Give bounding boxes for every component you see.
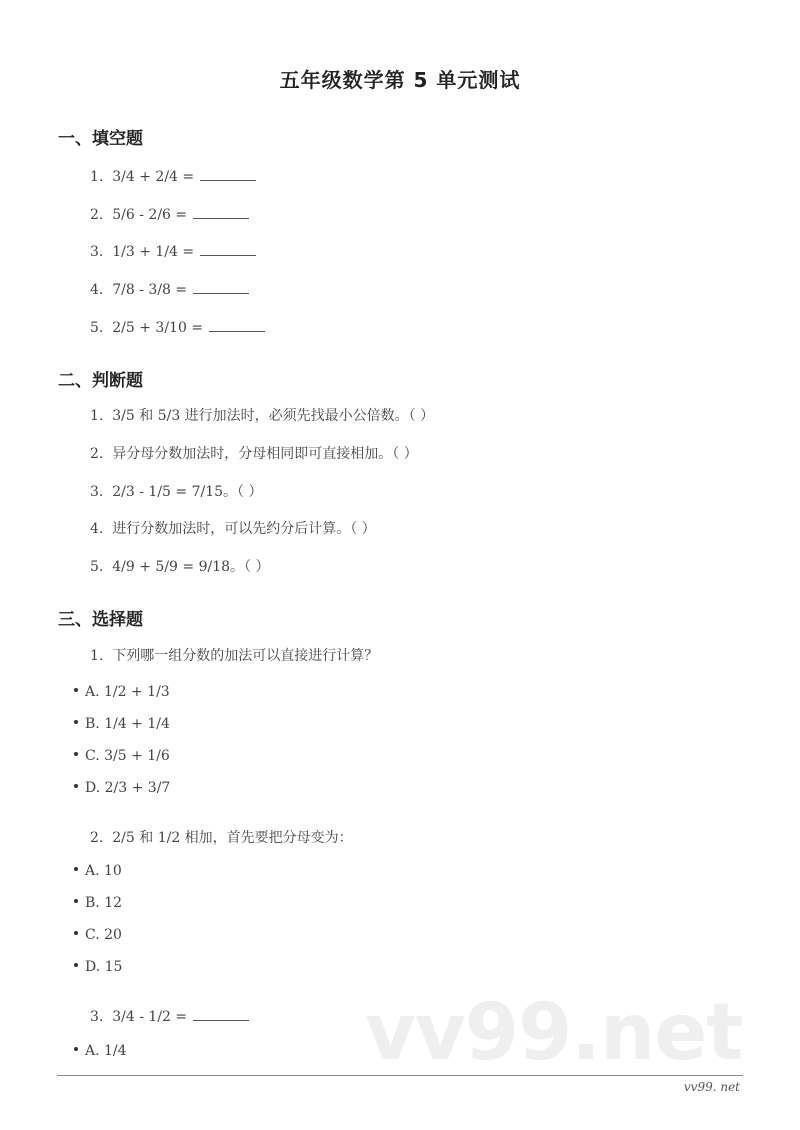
true-false-item-3 <box>90 481 262 501</box>
bullet-icon <box>74 867 78 871</box>
choice-option[interactable]: D. 2/3 + 3/7 <box>74 780 170 796</box>
bullet-icon <box>74 931 78 935</box>
footer-divider <box>57 1075 743 1076</box>
answer-blank[interactable] <box>193 1006 249 1021</box>
item-text: 7/8 - 3/8 = <box>112 282 188 298</box>
fill-blank-item-4 <box>90 279 249 298</box>
bullet-icon <box>74 1047 78 1051</box>
answer-blank[interactable] <box>193 204 249 219</box>
item-text: 3/5 和 5/3 进行加法时，必须先找最小公倍数。（ ） <box>112 408 435 424</box>
page-title: 五年级数学第 5 单元测试 <box>279 68 521 92</box>
fill-blank-item-1 <box>90 166 256 185</box>
item-text: 3/4 - 1/2 = <box>112 1009 188 1025</box>
item-text: 3/4 + 2/4 = <box>112 169 195 185</box>
choice-option[interactable]: B. 1/4 + 1/4 <box>74 716 170 732</box>
item-text: 下列哪一组分数的加法可以直接进行计算？ <box>112 648 379 664</box>
answer-blank[interactable] <box>200 166 256 181</box>
bullet-icon <box>74 899 78 903</box>
item-text: 1/3 + 1/4 = <box>112 244 195 260</box>
fill-blank-item-3 <box>90 241 256 260</box>
fill-blank-item-5 <box>90 317 265 336</box>
answer-blank[interactable] <box>193 279 249 294</box>
bullet-icon <box>74 752 78 756</box>
bullet-icon <box>74 784 78 788</box>
item-number: 5. <box>90 559 104 575</box>
footer-site-label: vv99. net <box>683 1080 740 1094</box>
true-false-item-2 <box>90 443 418 463</box>
item-number: 4. <box>90 282 104 298</box>
item-number: 3. <box>90 244 104 260</box>
bullet-icon <box>74 963 78 967</box>
item-number: 1. <box>90 169 104 185</box>
item-number: 3. <box>90 1009 104 1025</box>
watermark: vv99.net <box>365 988 743 1078</box>
answer-blank[interactable] <box>200 241 256 256</box>
item-text: 5/6 - 2/6 = <box>112 207 188 223</box>
section-heading-fill-blank: 一、填空题 <box>58 129 143 149</box>
choice-option[interactable]: D. 15 <box>74 959 122 975</box>
item-number: 2. <box>90 446 104 462</box>
item-text: 2/3 - 1/5 = 7/15。（ ） <box>112 484 263 500</box>
choice-question-1 <box>90 645 378 665</box>
bullet-icon <box>74 688 78 692</box>
answer-blank[interactable] <box>209 317 265 332</box>
true-false-item-5 <box>90 556 269 576</box>
item-text: 2/5 + 3/10 = <box>112 320 204 336</box>
choice-option[interactable]: A. 1/4 <box>74 1043 127 1059</box>
item-number: 5. <box>90 320 104 336</box>
fill-blank-item-2 <box>90 204 249 223</box>
item-number: 4. <box>90 521 104 537</box>
bullet-icon <box>74 720 78 724</box>
item-number: 2. <box>90 207 104 223</box>
true-false-item-1 <box>90 405 434 425</box>
item-text: 2/5 和 1/2 相加，首先要把分母变为： <box>112 830 353 846</box>
item-text: 4/9 + 5/9 = 9/18。（ ） <box>112 559 270 575</box>
item-number: 1. <box>90 648 104 664</box>
item-number: 3. <box>90 484 104 500</box>
item-text: 进行分数加法时，可以先约分后计算。（ ） <box>112 521 376 537</box>
item-number: 2. <box>90 830 104 846</box>
choice-option[interactable]: B. 12 <box>74 895 122 911</box>
choice-option[interactable]: A. 1/2 + 1/3 <box>74 684 170 700</box>
section-heading-multiple-choice: 三、选择题 <box>58 610 143 630</box>
item-number: 1. <box>90 408 104 424</box>
choice-question-2 <box>90 827 353 847</box>
choice-question-3 <box>90 1006 249 1025</box>
choice-option[interactable]: A. 10 <box>74 863 122 879</box>
choice-option[interactable]: C. 20 <box>74 927 122 943</box>
item-text: 异分母分数加法时，分母相同即可直接相加。（ ） <box>112 446 418 462</box>
choice-option[interactable]: C. 3/5 + 1/6 <box>74 748 170 764</box>
true-false-item-4 <box>90 518 376 538</box>
section-heading-true-false: 二、判断题 <box>58 371 143 391</box>
